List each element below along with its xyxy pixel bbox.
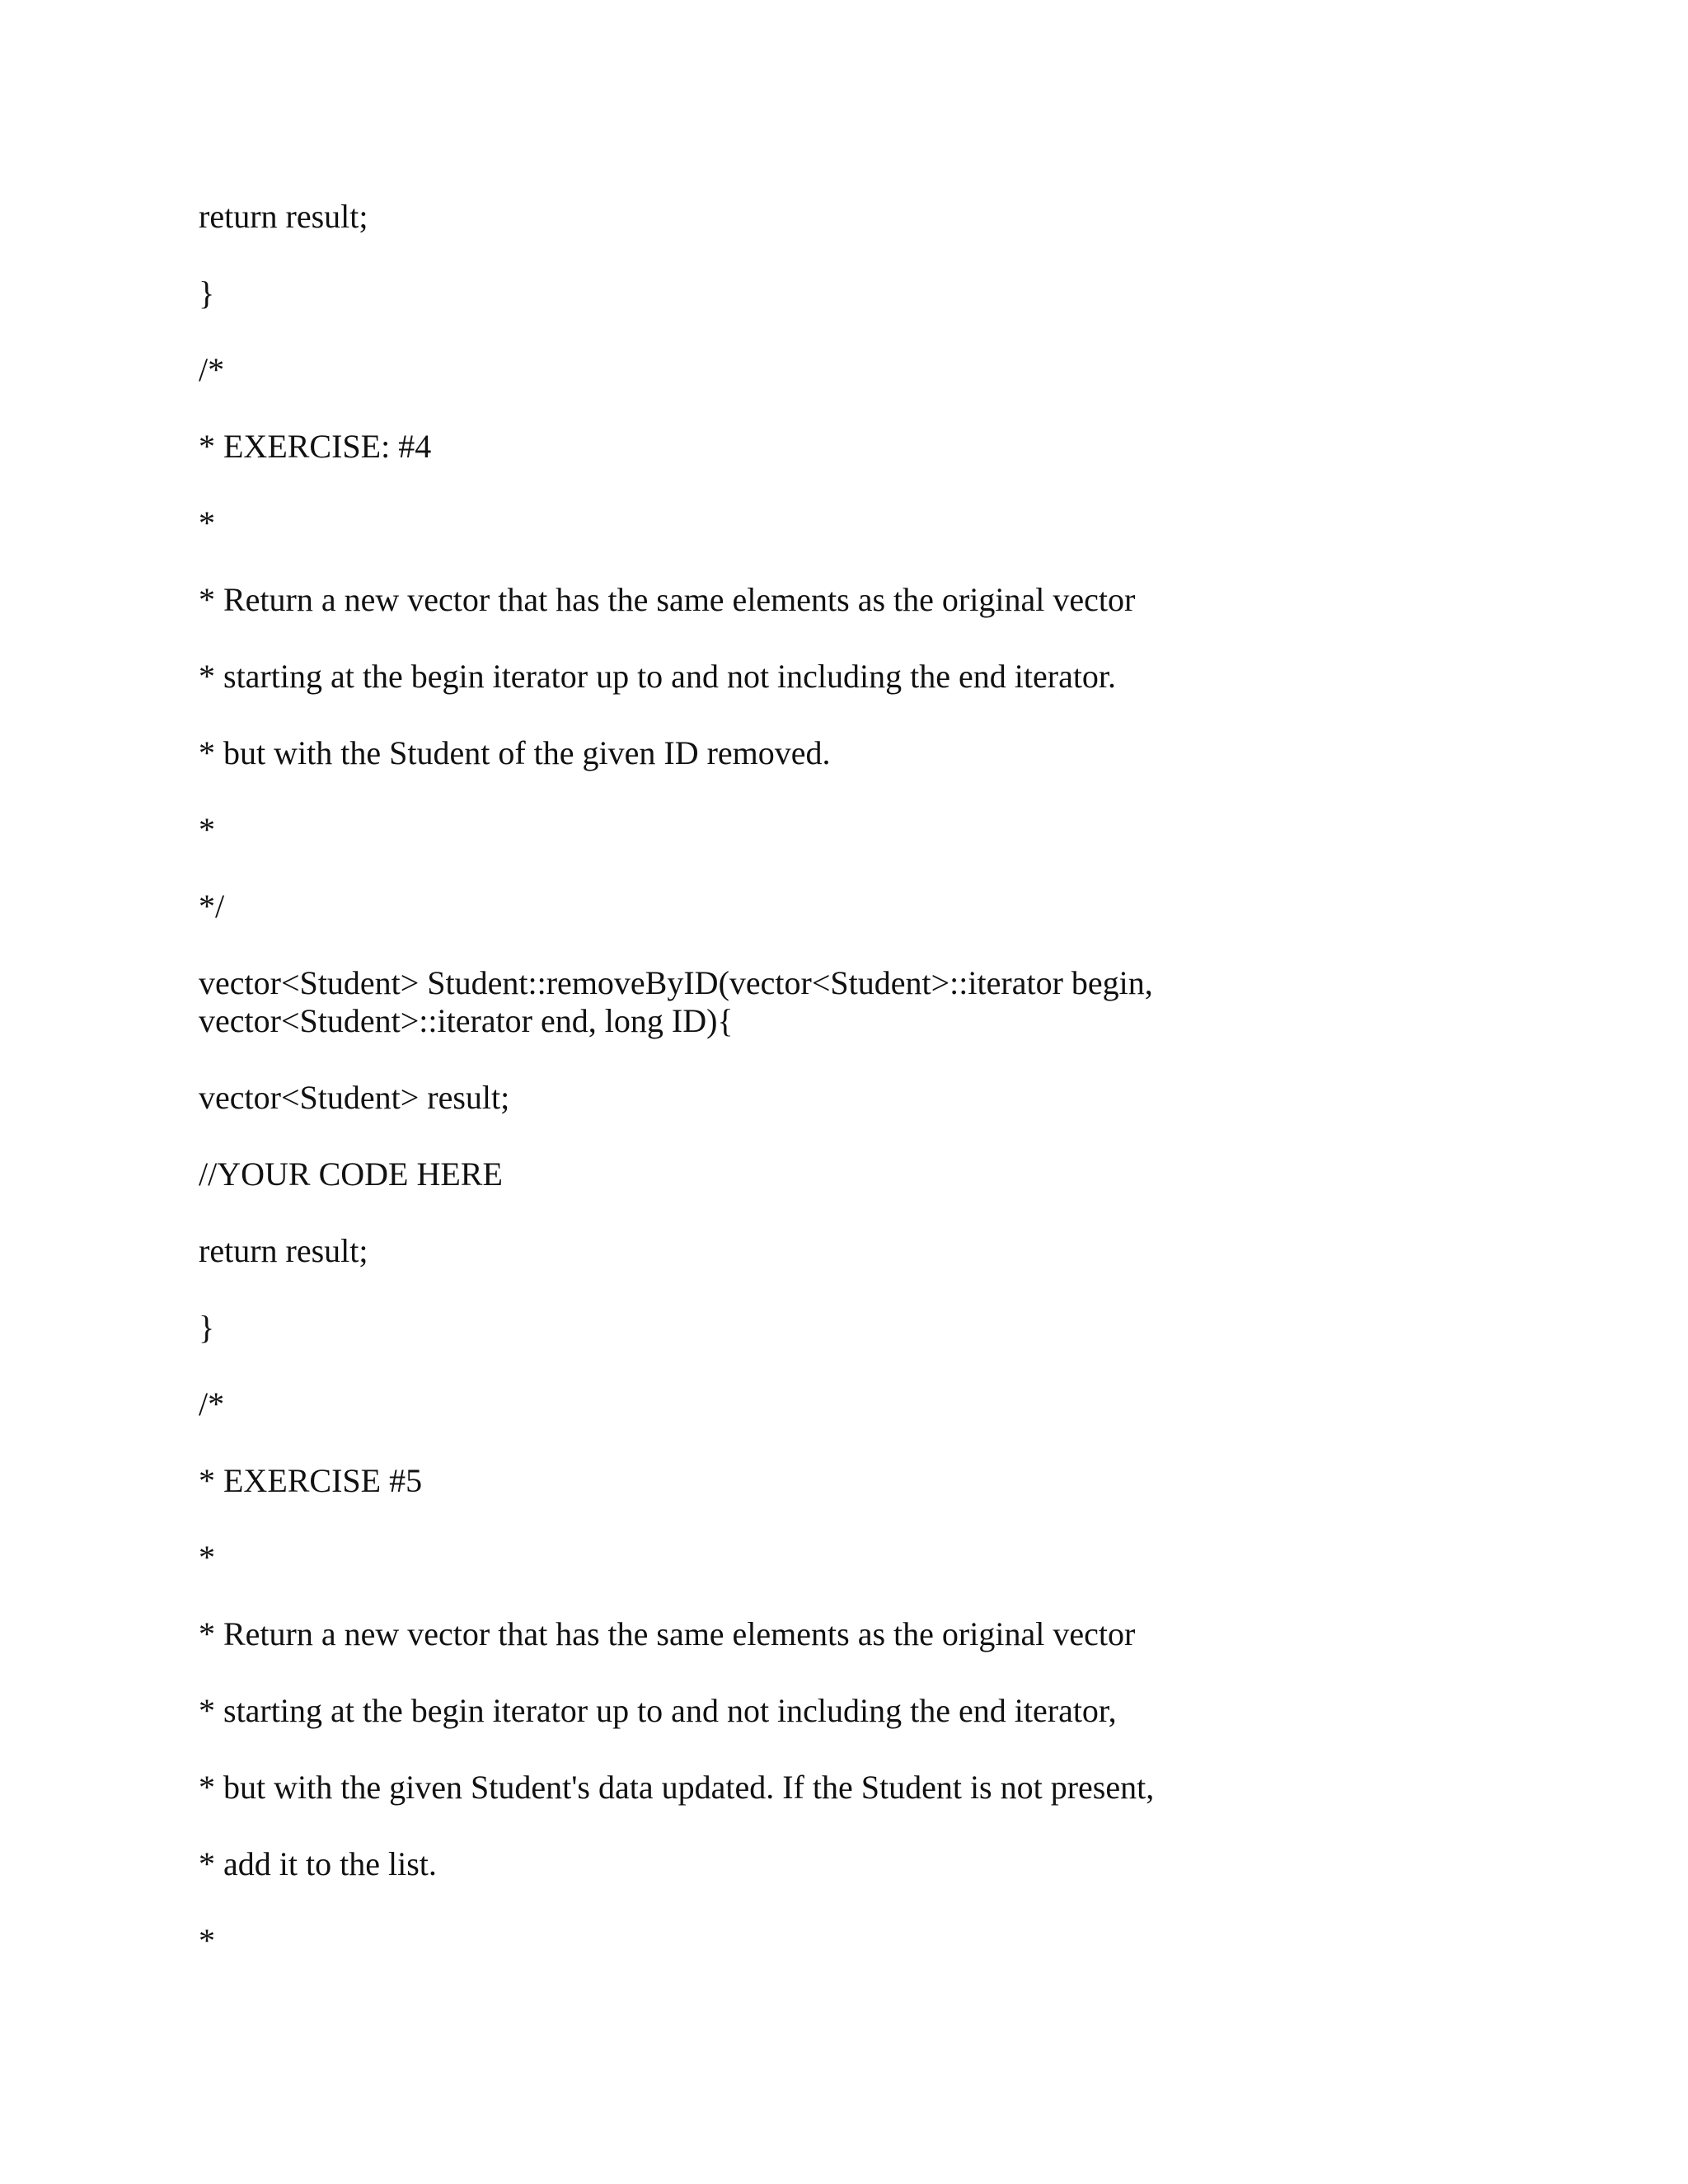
code-line: } [199, 1309, 215, 1346]
code-line: vector<Student> Student::removeByID(vector<Student>::iterator begin, [199, 964, 1153, 1001]
comment-line: */ [199, 888, 225, 925]
comment-line: * but with the Student of the given ID removed. [199, 734, 831, 771]
comment-line: * [199, 1922, 215, 1959]
code-line: vector<Student> result; [199, 1079, 510, 1116]
comment-line: * add it to the list. [199, 1845, 437, 1882]
comment-line: * EXERCISE #5 [199, 1462, 423, 1499]
comment-line: * but with the given Student's data updated. If the Student is not present, [199, 1769, 1155, 1806]
code-line: } [199, 274, 215, 312]
comment-line: * EXERCISE: #4 [199, 428, 432, 465]
comment-line: * starting at the begin iterator up to and not including the end iterator, [199, 1692, 1117, 1729]
code-line: //YOUR CODE HERE [199, 1155, 503, 1193]
comment-line: * [199, 504, 215, 541]
comment-line: /* [199, 351, 225, 388]
comment-line: * Return a new vector that has the same elements as the original vector [199, 1615, 1136, 1652]
code-line: return result; [199, 198, 368, 235]
comment-line: * Return a new vector that has the same elements as the original vector [199, 581, 1136, 618]
code-line: vector<Student>::iterator end, long ID){ [199, 1002, 734, 1039]
comment-line: /* [199, 1385, 225, 1422]
comment-line: * starting at the begin iterator up to and not including the end iterator. [199, 658, 1117, 695]
comment-line: * [199, 811, 215, 848]
code-line: return result; [199, 1232, 368, 1269]
comment-line: * [199, 1539, 215, 1576]
